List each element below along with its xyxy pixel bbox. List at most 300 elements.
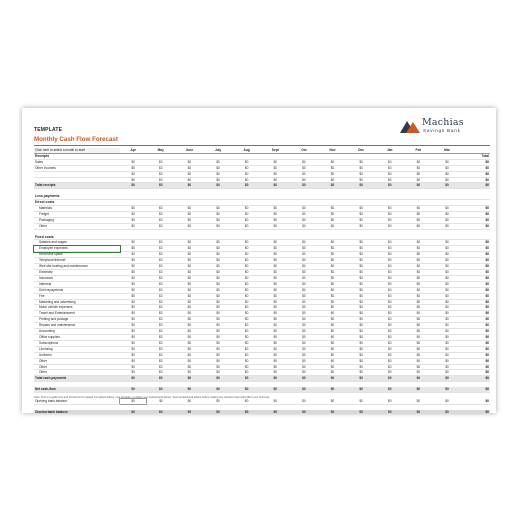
month-cell[interactable]: $0	[204, 258, 233, 264]
month-cell[interactable]: $0	[318, 159, 347, 165]
month-cell[interactable]: $0	[146, 264, 175, 270]
month-cell[interactable]: $0	[404, 387, 433, 392]
month-cell[interactable]: $0	[120, 376, 147, 382]
row-label[interactable]: Packaging	[34, 217, 120, 223]
month-cell[interactable]: $0	[318, 246, 347, 252]
month-cell[interactable]: $0	[175, 177, 204, 183]
month-cell[interactable]: $0	[146, 223, 175, 229]
month-cell[interactable]: $0	[404, 177, 433, 183]
month-cell[interactable]: $0	[375, 211, 404, 217]
month-cell[interactable]: $0	[375, 387, 404, 392]
month-cell[interactable]: $0	[175, 352, 204, 358]
month-cell[interactable]: $0	[232, 358, 261, 364]
row-label[interactable]: Receipts	[34, 153, 120, 159]
month-cell[interactable]: $0	[175, 246, 204, 252]
month-cell[interactable]: $0	[120, 311, 147, 317]
month-cell[interactable]: $0	[204, 183, 233, 189]
row-label[interactable]: Other	[34, 364, 120, 370]
month-cell[interactable]: $0	[290, 334, 319, 340]
month-cell[interactable]: $0	[232, 211, 261, 217]
month-cell[interactable]: $0	[175, 240, 204, 246]
month-cell[interactable]: $0	[204, 329, 233, 335]
month-cell[interactable]: $0	[146, 287, 175, 293]
month-cell[interactable]: $0	[375, 334, 404, 340]
month-cell[interactable]: $0	[290, 171, 319, 177]
month-cell[interactable]: $0	[433, 159, 462, 165]
month-cell[interactable]: $0	[146, 398, 175, 404]
month-cell[interactable]: $0	[404, 206, 433, 212]
month-cell[interactable]: $0	[404, 275, 433, 281]
month-cell[interactable]: $0	[290, 159, 319, 165]
month-cell[interactable]: $0	[232, 240, 261, 246]
month-cell[interactable]: $0	[404, 252, 433, 258]
month-cell[interactable]: $0	[433, 240, 462, 246]
month-cell[interactable]: $0	[404, 258, 433, 264]
month-cell[interactable]: $0	[232, 281, 261, 287]
month-cell[interactable]: $0	[261, 258, 290, 264]
row-label[interactable]: Debt repayments	[34, 287, 120, 293]
row-label[interactable]: Interests	[34, 281, 120, 287]
month-cell[interactable]: $0	[375, 311, 404, 317]
month-cell[interactable]: $0	[318, 252, 347, 258]
month-cell[interactable]: $0	[347, 311, 376, 317]
month-cell[interactable]: $0	[261, 159, 290, 165]
month-cell[interactable]: $0	[261, 281, 290, 287]
month-cell[interactable]: $0	[232, 223, 261, 229]
month-cell[interactable]: $0	[175, 217, 204, 223]
month-cell[interactable]: $0	[146, 258, 175, 264]
month-cell[interactable]: $0	[204, 311, 233, 317]
month-cell[interactable]: $0	[146, 317, 175, 323]
month-cell[interactable]: $0	[204, 410, 233, 413]
month-cell[interactable]: $0	[318, 223, 347, 229]
month-cell[interactable]: $0	[120, 281, 147, 287]
month-cell[interactable]: $0	[175, 293, 204, 299]
month-cell[interactable]: $0	[204, 387, 233, 392]
row-label[interactable]: Printing and postage	[34, 317, 120, 323]
month-cell[interactable]: $0	[404, 410, 433, 413]
row-label[interactable]: Rent/Rent space	[34, 252, 120, 258]
row-label[interactable]: Total cash payments	[34, 376, 120, 382]
month-cell[interactable]: $0	[433, 258, 462, 264]
row-label[interactable]: Telephone/Internet	[34, 258, 120, 264]
month-cell[interactable]: $0	[120, 323, 147, 329]
month-cell[interactable]: $0	[318, 364, 347, 370]
month-cell[interactable]: $0	[232, 317, 261, 323]
month-cell[interactable]: $0	[290, 352, 319, 358]
month-cell[interactable]: $0	[204, 165, 233, 171]
month-cell[interactable]: $0	[261, 311, 290, 317]
month-cell[interactable]: $0	[318, 387, 347, 392]
row-label[interactable]: Fixed costs	[34, 235, 120, 240]
month-cell[interactable]: $0	[318, 352, 347, 358]
month-cell[interactable]: $0	[404, 346, 433, 352]
month-cell[interactable]: $0	[175, 364, 204, 370]
month-cell[interactable]: $0	[375, 183, 404, 189]
row-label[interactable]: Other incomes	[34, 165, 120, 171]
month-cell[interactable]: $0	[375, 177, 404, 183]
month-cell[interactable]: $0	[175, 171, 204, 177]
row-label[interactable]: Net cash-flow	[34, 387, 120, 392]
month-cell[interactable]: $0	[120, 275, 147, 281]
month-cell[interactable]: $0	[375, 376, 404, 382]
month-cell[interactable]: $0	[318, 370, 347, 376]
month-cell[interactable]: $0	[204, 171, 233, 177]
month-cell[interactable]: $0	[232, 387, 261, 392]
month-cell[interactable]: $0	[375, 370, 404, 376]
month-cell[interactable]: $0	[261, 165, 290, 171]
month-cell[interactable]: $0	[146, 206, 175, 212]
month-cell[interactable]: $0	[146, 340, 175, 346]
month-cell[interactable]: $0	[146, 370, 175, 376]
month-cell[interactable]: $0	[204, 264, 233, 270]
month-cell[interactable]: $0	[375, 358, 404, 364]
month-cell[interactable]: $0	[347, 370, 376, 376]
month-cell[interactable]: $0	[404, 323, 433, 329]
month-cell[interactable]: $0	[290, 275, 319, 281]
month-cell[interactable]: $0	[261, 217, 290, 223]
month-cell[interactable]: $0	[347, 252, 376, 258]
month-cell[interactable]: $0	[175, 358, 204, 364]
row-label[interactable]: Employee expenses	[34, 246, 120, 252]
month-cell[interactable]: $0	[375, 246, 404, 252]
month-cell[interactable]: $0	[433, 340, 462, 346]
month-cell[interactable]: $0	[347, 211, 376, 217]
month-cell[interactable]: $0	[232, 311, 261, 317]
month-cell[interactable]: $0	[404, 211, 433, 217]
month-cell[interactable]: $0	[120, 334, 147, 340]
month-cell[interactable]: $0	[261, 240, 290, 246]
month-cell[interactable]: $0	[433, 398, 462, 404]
month-cell[interactable]: $0	[232, 398, 261, 404]
month-cell[interactable]: $0	[318, 206, 347, 212]
month-cell[interactable]: $0	[175, 340, 204, 346]
month-cell[interactable]: $0	[318, 287, 347, 293]
month-cell[interactable]: $0	[175, 206, 204, 212]
month-cell[interactable]: $0	[290, 217, 319, 223]
month-cell[interactable]: $0	[404, 334, 433, 340]
month-cell[interactable]: $0	[433, 211, 462, 217]
month-cell[interactable]: $0	[146, 165, 175, 171]
month-cell[interactable]: $0	[261, 183, 290, 189]
row-label[interactable]: Repairs and maintenance	[34, 323, 120, 329]
month-cell[interactable]: $0	[433, 287, 462, 293]
month-cell[interactable]: $0	[433, 376, 462, 382]
month-cell[interactable]: $0	[261, 352, 290, 358]
month-cell[interactable]: $0	[232, 346, 261, 352]
row-label[interactable]: Other	[34, 370, 120, 376]
month-cell[interactable]: $0	[433, 317, 462, 323]
month-cell[interactable]: $0	[261, 287, 290, 293]
month-cell[interactable]: $0	[347, 246, 376, 252]
month-cell[interactable]: $0	[120, 183, 147, 189]
month-cell[interactable]: $0	[232, 270, 261, 276]
month-cell[interactable]: $0	[261, 293, 290, 299]
month-cell[interactable]: $0	[404, 270, 433, 276]
month-cell[interactable]: $0	[175, 258, 204, 264]
month-cell[interactable]: $0	[404, 376, 433, 382]
month-cell[interactable]: $0	[318, 305, 347, 311]
month-cell[interactable]: $0	[433, 223, 462, 229]
month-cell[interactable]: $0	[375, 217, 404, 223]
month-cell[interactable]: $0	[290, 264, 319, 270]
month-cell[interactable]: $0	[347, 258, 376, 264]
row-label[interactable]: Sales	[34, 159, 120, 165]
month-cell[interactable]: $0	[261, 270, 290, 276]
month-cell[interactable]: $0	[204, 223, 233, 229]
month-cell[interactable]: $0	[204, 334, 233, 340]
month-cell[interactable]: $0	[261, 387, 290, 392]
month-cell[interactable]: $0	[232, 246, 261, 252]
month-cell[interactable]: $0	[120, 299, 147, 305]
row-label[interactable]: Office supplies	[34, 334, 120, 340]
month-cell[interactable]: $0	[120, 287, 147, 293]
month-cell[interactable]: $0	[318, 240, 347, 246]
month-cell[interactable]: $0	[175, 264, 204, 270]
month-cell[interactable]: $0	[433, 410, 462, 413]
month-cell[interactable]: $0	[146, 334, 175, 340]
month-cell[interactable]: $0	[318, 323, 347, 329]
month-cell[interactable]: $0	[232, 159, 261, 165]
month-cell[interactable]: $0	[375, 281, 404, 287]
month-cell[interactable]: $0	[347, 376, 376, 382]
month-cell[interactable]: $0	[404, 398, 433, 404]
month-cell[interactable]: $0	[204, 246, 233, 252]
month-cell[interactable]: $0	[375, 329, 404, 335]
month-cell[interactable]: $0	[204, 299, 233, 305]
month-cell[interactable]: $0	[146, 329, 175, 335]
month-cell[interactable]: $0	[347, 398, 376, 404]
month-cell[interactable]: $0	[404, 223, 433, 229]
month-cell[interactable]: $0	[120, 293, 147, 299]
month-cell[interactable]: $0	[261, 246, 290, 252]
month-cell[interactable]: $0	[204, 270, 233, 276]
month-cell[interactable]: $0	[347, 177, 376, 183]
month-cell[interactable]: $0	[175, 311, 204, 317]
month-cell[interactable]: $0	[375, 159, 404, 165]
month-cell[interactable]: $0	[204, 159, 233, 165]
month-cell[interactable]: $0	[433, 217, 462, 223]
month-cell[interactable]: $0	[347, 165, 376, 171]
month-cell[interactable]: $0	[232, 334, 261, 340]
month-cell[interactable]: $0	[146, 159, 175, 165]
month-cell[interactable]: $0	[318, 398, 347, 404]
month-cell[interactable]: $0	[261, 364, 290, 370]
month-cell[interactable]: $0	[120, 252, 147, 258]
month-cell[interactable]: $0	[347, 364, 376, 370]
month-cell[interactable]: $0	[347, 340, 376, 346]
month-cell[interactable]: $0	[375, 258, 404, 264]
month-cell[interactable]: $0	[146, 346, 175, 352]
month-cell[interactable]: $0	[120, 370, 147, 376]
row-label[interactable]: Subscriptions	[34, 340, 120, 346]
month-cell[interactable]: $0	[347, 287, 376, 293]
month-cell[interactable]: $0	[120, 258, 147, 264]
month-cell[interactable]: $0	[175, 387, 204, 392]
month-cell[interactable]: $0	[347, 183, 376, 189]
month-cell[interactable]: $0	[290, 211, 319, 217]
month-cell[interactable]: $0	[375, 323, 404, 329]
month-cell[interactable]: $0	[175, 159, 204, 165]
month-cell[interactable]: $0	[204, 287, 233, 293]
row-label[interactable]: Licensing	[34, 346, 120, 352]
month-cell[interactable]: $0	[375, 287, 404, 293]
month-cell[interactable]: $0	[375, 165, 404, 171]
row-label[interactable]: Materials	[34, 206, 120, 212]
month-cell[interactable]: $0	[146, 240, 175, 246]
month-cell[interactable]: $0	[204, 252, 233, 258]
month-cell[interactable]: $0	[318, 293, 347, 299]
month-cell[interactable]: $0	[232, 364, 261, 370]
month-cell[interactable]: $0	[347, 264, 376, 270]
month-cell[interactable]: $0	[261, 323, 290, 329]
month-cell[interactable]: $0	[290, 329, 319, 335]
month-cell[interactable]: $0	[120, 264, 147, 270]
month-cell[interactable]: $0	[175, 211, 204, 217]
month-cell[interactable]: $0	[204, 317, 233, 323]
month-cell[interactable]: $0	[204, 340, 233, 346]
month-cell[interactable]: $0	[347, 159, 376, 165]
month-cell[interactable]: $0	[204, 281, 233, 287]
month-cell[interactable]: $0	[347, 387, 376, 392]
month-cell[interactable]: $0	[120, 329, 147, 335]
month-cell[interactable]: $0	[433, 252, 462, 258]
month-cell[interactable]: $0	[433, 293, 462, 299]
month-cell[interactable]: $0	[261, 275, 290, 281]
month-cell[interactable]: $0	[146, 275, 175, 281]
month-cell[interactable]: $0	[375, 293, 404, 299]
month-cell[interactable]: $0	[261, 329, 290, 335]
month-cell[interactable]: $0	[290, 299, 319, 305]
month-cell[interactable]: $0	[290, 258, 319, 264]
month-cell[interactable]: $0	[146, 171, 175, 177]
month-cell[interactable]: $0	[232, 410, 261, 413]
month-cell[interactable]: $0	[146, 252, 175, 258]
month-cell[interactable]: $0	[120, 240, 147, 246]
month-cell[interactable]: $0	[175, 376, 204, 382]
month-cell[interactable]: $0	[375, 270, 404, 276]
month-cell[interactable]: $0	[347, 352, 376, 358]
row-label[interactable]: Insurance	[34, 275, 120, 281]
month-cell[interactable]: $0	[290, 305, 319, 311]
month-cell[interactable]: $0	[290, 246, 319, 252]
month-cell[interactable]: $0	[404, 159, 433, 165]
month-cell[interactable]: $0	[375, 352, 404, 358]
month-cell[interactable]: $0	[290, 387, 319, 392]
month-cell[interactable]: $0	[146, 246, 175, 252]
month-cell[interactable]: $0	[261, 358, 290, 364]
month-cell[interactable]: $0	[375, 364, 404, 370]
month-cell[interactable]: $0	[232, 299, 261, 305]
month-cell[interactable]: $0	[261, 317, 290, 323]
month-cell[interactable]: $0	[404, 165, 433, 171]
month-cell[interactable]: $0	[404, 293, 433, 299]
month-cell[interactable]: $0	[120, 346, 147, 352]
month-cell[interactable]: $0	[433, 165, 462, 171]
month-cell[interactable]: $0	[290, 206, 319, 212]
month-cell[interactable]: $0	[318, 258, 347, 264]
month-cell[interactable]: $0	[204, 293, 233, 299]
month-cell[interactable]: $0	[175, 370, 204, 376]
row-label[interactable]: Closing bank balance	[34, 410, 120, 413]
month-cell[interactable]: $0	[261, 171, 290, 177]
month-cell[interactable]: $0	[120, 206, 147, 212]
month-cell[interactable]: $0	[347, 334, 376, 340]
month-cell[interactable]: $0	[318, 183, 347, 189]
month-cell[interactable]: $0	[146, 177, 175, 183]
month-cell[interactable]: $0	[347, 217, 376, 223]
month-cell[interactable]: $0	[318, 334, 347, 340]
month-cell[interactable]: $0	[318, 275, 347, 281]
month-cell[interactable]: $0	[175, 270, 204, 276]
month-cell[interactable]: $0	[175, 323, 204, 329]
month-cell[interactable]: $0	[175, 334, 204, 340]
month-cell[interactable]: $0	[261, 206, 290, 212]
row-label[interactable]: Accounting	[34, 329, 120, 335]
month-cell[interactable]: $0	[318, 217, 347, 223]
month-cell[interactable]: $0	[404, 281, 433, 287]
month-cell[interactable]: $0	[433, 346, 462, 352]
row-label[interactable]: Freight	[34, 211, 120, 217]
month-cell[interactable]: $0	[120, 305, 147, 311]
month-cell[interactable]: $0	[433, 387, 462, 392]
month-cell[interactable]: $0	[290, 370, 319, 376]
month-cell[interactable]: $0	[290, 340, 319, 346]
month-cell[interactable]: $0	[204, 240, 233, 246]
month-cell[interactable]: $0	[120, 165, 147, 171]
month-cell[interactable]: $0	[433, 264, 462, 270]
month-cell[interactable]: $0	[120, 159, 147, 165]
row-label[interactable]: Electricity	[34, 270, 120, 276]
month-cell[interactable]: $0	[375, 398, 404, 404]
month-cell[interactable]: $0	[290, 183, 319, 189]
month-cell[interactable]: $0	[146, 305, 175, 311]
month-cell[interactable]: $0	[146, 376, 175, 382]
month-cell[interactable]: $0	[204, 323, 233, 329]
month-cell[interactable]: $0	[404, 183, 433, 189]
month-cell[interactable]: $0	[347, 305, 376, 311]
month-cell[interactable]: $0	[318, 264, 347, 270]
month-cell[interactable]: $0	[347, 270, 376, 276]
month-cell[interactable]: $0	[146, 387, 175, 392]
month-cell[interactable]: $0	[120, 317, 147, 323]
month-cell[interactable]: $0	[318, 299, 347, 305]
month-cell[interactable]: $0	[290, 410, 319, 413]
month-cell[interactable]: $0	[404, 329, 433, 335]
month-cell[interactable]: $0	[175, 223, 204, 229]
month-cell[interactable]: $0	[261, 334, 290, 340]
month-cell[interactable]: $0	[261, 299, 290, 305]
month-cell[interactable]: $0	[318, 177, 347, 183]
month-cell[interactable]: $0	[318, 311, 347, 317]
month-cell[interactable]: $0	[175, 410, 204, 413]
month-cell[interactable]: $0	[232, 305, 261, 311]
month-cell[interactable]: $0	[318, 270, 347, 276]
month-cell[interactable]: $0	[204, 376, 233, 382]
month-cell[interactable]: $0	[232, 323, 261, 329]
month-cell[interactable]: $0	[232, 252, 261, 258]
month-cell[interactable]: $0	[404, 171, 433, 177]
month-cell[interactable]: $0	[232, 376, 261, 382]
month-cell[interactable]: $0	[404, 370, 433, 376]
row-label[interactable]: Direct costs	[34, 200, 120, 206]
month-cell[interactable]: $0	[290, 346, 319, 352]
month-cell[interactable]: $0	[175, 165, 204, 171]
month-cell[interactable]: $0	[318, 340, 347, 346]
month-cell[interactable]: $0	[347, 299, 376, 305]
month-cell[interactable]: $0	[404, 264, 433, 270]
month-cell[interactable]: $0	[204, 275, 233, 281]
